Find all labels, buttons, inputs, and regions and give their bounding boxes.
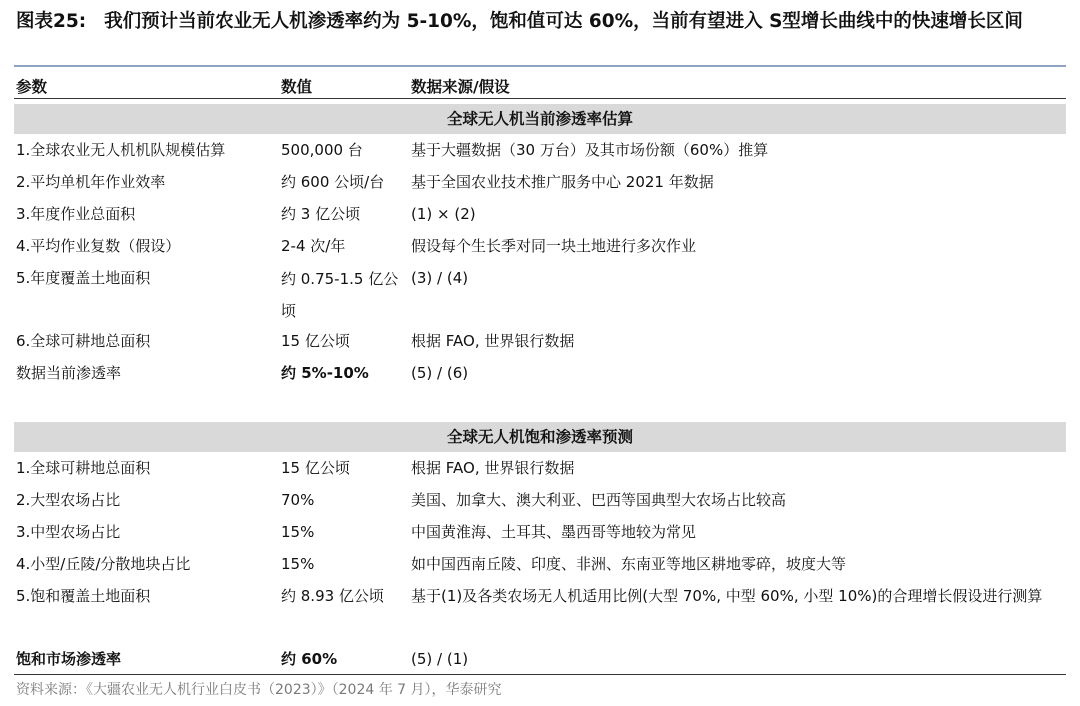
table-row [0, 135, 1080, 166]
source-cell: 基于(1)及各类农场无人机适用比例(大型 70%, 中型 60%, 小型 10%)的合理增长假设进行测算 [411, 587, 1043, 605]
table-row [0, 485, 1080, 516]
table-row [0, 199, 1080, 230]
value-cell: 约 0.75-1.5 亿公顷 [281, 270, 399, 320]
value-cell: 70% [281, 491, 315, 509]
value-cell: 约 8.93 亿公顷 [281, 587, 384, 605]
param-cell: 3.中型农场占比 [16, 523, 121, 541]
source-cell: 基于大疆数据（30 万台）及其市场份额（60%）推算 [411, 141, 769, 159]
param-cell: 3.年度作业总面积 [16, 205, 136, 223]
value-cell: 约 600 公顷/台 [281, 173, 385, 191]
value-cell: 约 3 亿公顷 [281, 205, 361, 223]
table-row [0, 231, 1080, 262]
figure-title-text: 我们预计当前农业无人机渗透率约为 5-10%，饱和值可达 60%，当前有望进入 S型增长曲线中的快速增长区间 [104, 11, 1023, 32]
table-row [0, 326, 1080, 357]
value-cell: 15 亿公顷 [281, 459, 350, 477]
param-cell: 2.平均单机年作业效率 [16, 173, 166, 191]
header-source: 数据来源/假设 [411, 78, 510, 96]
source-cell: 美国、加拿大、澳大利亚、巴西等国典型大农场占比较高 [411, 491, 787, 509]
figure-label: 图表25: [16, 11, 87, 32]
param-cell: 1.全球可耕地总面积 [16, 459, 151, 477]
param-cell: 饱和市场渗透率 [16, 650, 122, 668]
table-row [0, 358, 1080, 389]
source-cell: 如中国西南丘陵、印度、非洲、东南亚等地区耕地零碎，坡度大等 [411, 555, 847, 573]
figure-title [16, 8, 1071, 35]
value-cell: 500,000 台 [281, 141, 363, 159]
source-cell: 根据 FAO, 世界银行数据 [411, 459, 575, 477]
source-cell: (5) / (6) [411, 364, 469, 382]
value-cell: 2-4 次/年 [281, 237, 346, 255]
table-row [0, 263, 1080, 327]
title-rule [14, 65, 1066, 67]
table-row [0, 453, 1080, 484]
param-cell: 6.全球可耕地总面积 [16, 332, 151, 350]
table-row [0, 549, 1080, 580]
table-row [0, 644, 1080, 675]
value-cell: 约 5%-10% [281, 364, 369, 382]
source-cell: (3) / (4) [411, 269, 469, 287]
value-cell: 15 亿公顷 [281, 332, 350, 350]
header-value: 数值 [281, 78, 313, 96]
section2-band: 全球无人机饱和渗透率预测 [14, 422, 1066, 452]
source-cell: 假设每个生长季对同一块土地进行多次作业 [411, 237, 697, 255]
value-cell: 15% [281, 555, 315, 573]
table-row [0, 167, 1080, 198]
table-bottom-rule [14, 674, 1066, 675]
source-cell: (1) × (2) [411, 205, 476, 223]
source-note: 资料来源：《大疆农业无人机行业白皮书（2023）》（2024 年 7 月），华泰研究 [16, 682, 502, 698]
param-cell: 1.全球农业无人机机队规模估算 [16, 141, 226, 159]
param-cell: 4.平均作业复数（假设） [16, 237, 181, 255]
section1-band: 全球无人机当前渗透率估算 [14, 104, 1066, 134]
value-cell: 15% [281, 523, 315, 541]
param-cell: 5.年度覆盖土地面积 [16, 269, 151, 287]
source-cell: (5) / (1) [411, 650, 469, 668]
param-cell: 5.饱和覆盖土地面积 [16, 587, 151, 605]
header-rule [14, 98, 1066, 99]
param-cell: 数据当前渗透率 [16, 364, 122, 382]
source-cell: 基于全国农业技术推广服务中心 2021 年数据 [411, 173, 714, 191]
param-cell: 4.小型/丘陵/分散地块占比 [16, 555, 191, 573]
table-row [0, 517, 1080, 548]
table-row [0, 581, 1080, 644]
header-param: 参数 [16, 78, 48, 96]
value-cell: 约 60% [281, 650, 338, 668]
source-cell: 中国黄淮海、土耳其、墨西哥等地较为常见 [411, 523, 697, 541]
source-cell: 根据 FAO, 世界银行数据 [411, 332, 575, 350]
param-cell: 2.大型农场占比 [16, 491, 121, 509]
